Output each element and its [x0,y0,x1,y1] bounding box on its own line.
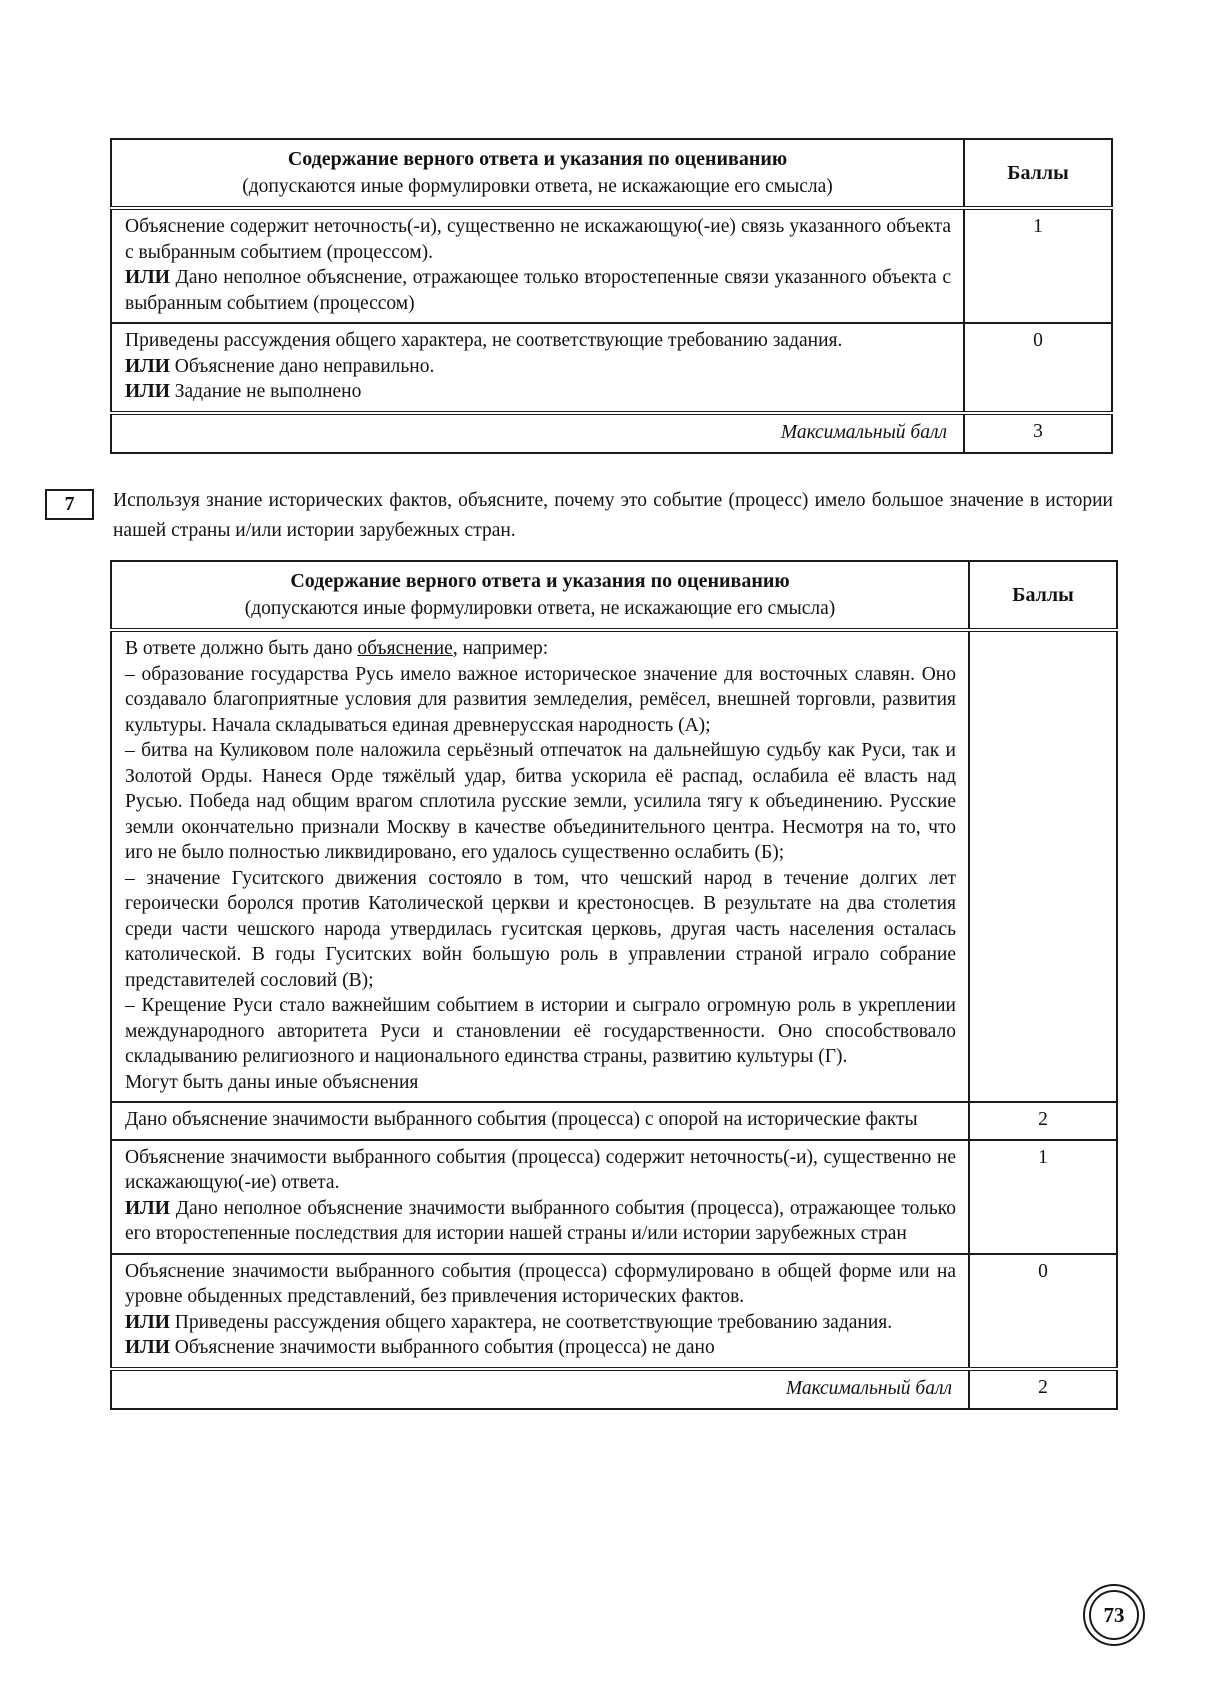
max-score-row [111,1369,1117,1410]
task-text: Используя знание исторических фактов, объясните, почему это событие (процесс) имело большое значение в истории нашей страны и/или истории зарубежных стран. [113,490,1113,541]
table-header-content [111,561,969,630]
score-cell: 1 [964,208,1112,323]
criteria-row [111,1102,1117,1140]
criteria-row [111,323,1112,413]
criteria-row [111,630,1117,1102]
table-header-title: Содержание верного ответа и указания по оцениванию [290,570,790,592]
table-header-row [111,561,1117,630]
score-cell [969,630,1117,1102]
max-score-row [111,413,1112,454]
table-header-subtitle: (допускаются иные формулировки ответа, не искажающие его смысла) [242,176,833,197]
score-cell: 0 [969,1254,1117,1369]
table-header-row [111,139,1112,208]
criteria-cell: Дано объяснение значимости выбранного события (процесса) с опорой на исторические факты [111,1102,969,1140]
page-number: 73 [1089,1590,1139,1640]
max-score-value: 2 [969,1369,1117,1410]
criteria-row [111,1140,1117,1254]
table-header-content [111,139,964,208]
table-header-title: Содержание верного ответа и указания по оцениванию [287,148,788,170]
criteria-cell: Объяснение значимости выбранного события (процесса) сформулировано в общей форме или на уровне обыденных представлений, без привлечения исторических фактов. ИЛИ Приведены рассуждения общего характера, не соответствующие требованию задания. ИЛИ Объяснение значимости выбранного события (процесса) не дано [111,1254,969,1369]
table-header-score: Баллы [964,139,1112,208]
criteria-row [111,1254,1117,1369]
score-cell: 1 [969,1140,1117,1254]
page-number-badge [1083,1584,1145,1646]
max-score-value: 3 [964,413,1112,454]
criteria-row [111,208,1112,323]
criteria-cell: Приведены рассуждения общего характера, не соответствующие требованию задания. ИЛИ Объяснение дано неправильно. ИЛИ Задание не выполнено [111,323,964,413]
score-cell: 2 [969,1102,1117,1140]
table-header-score: Баллы [969,561,1117,630]
max-score-label: Максимальный балл [111,413,964,454]
criteria-cell: Объяснение значимости выбранного события (процесса) содержит неточность(-и), существенно не искажающую(-ие) ответа. ИЛИ Дано неполное объяснение значимости выбранного события (процесса), отражающее только его второстепенные последствия для истории нашей страны и/или истории зарубежных стран [111,1140,969,1254]
criteria-cell: В ответе должно быть дано объяснение, например: – образование государства Русь имело важное историческое значение для восточных славян. Оно создавало благоприятные условия для развития земледелия, ремёсел, внешней торговли, развития культуры. Начала складываться единая древнерусская народность (А); – битва на Куликовом поле наложила серьёзный отпечаток на дальнейшую судьбу как Руси, так и Золотой Орды. Нанеся Орде тяжёлый удар, битва ускорила её распад, ослабила её власть над Русью. Победа над общим врагом сплотила русские земли, усилила тягу к объединению. Русские земли окончательно признали Москву в качестве объединительного центра. Несмотря на то, что иго не было полностью ликвидировано, его удалось существенно ослабить (Б); – значение Гуситского движения состояло в том, что чешский народ в течение долгих лет героически боролся против Католической церкви и крестоносцев. В результате на два столетия среди части чешского народа утвердилась гуситская церковь, другая часть населения осталась католической. В годы Гуситских войн большую роль в управлении страной играло собрание представителей сословий (В); – Крещение Руси стало важнейшим событием в истории и сыграло огромную роль в укреплении международного авторитета Руси и становлении её государственности. Оно способствовало складыванию религиозного и национального единства страны, развитию культуры (Г). Могут быть даны иные объяснения [111,630,969,1102]
scoring-table-bottom [110,560,1118,1410]
task-number-box: 7 [45,489,94,520]
table-header-subtitle: (допускаются иные формулировки ответа, не искажающие его смысла) [244,598,836,619]
max-score-label: Максимальный балл [111,1369,969,1410]
score-cell: 0 [964,323,1112,413]
criteria-cell: Объяснение содержит неточность(-и), существенно не искажающую(-ие) связь указанного объекта с выбранным событием (процессом). ИЛИ Дано неполное объяснение, отражающее только второстепенные связи указанного объекта с выбранным событием (процессом) [111,208,964,323]
scoring-table-top [110,138,1113,454]
